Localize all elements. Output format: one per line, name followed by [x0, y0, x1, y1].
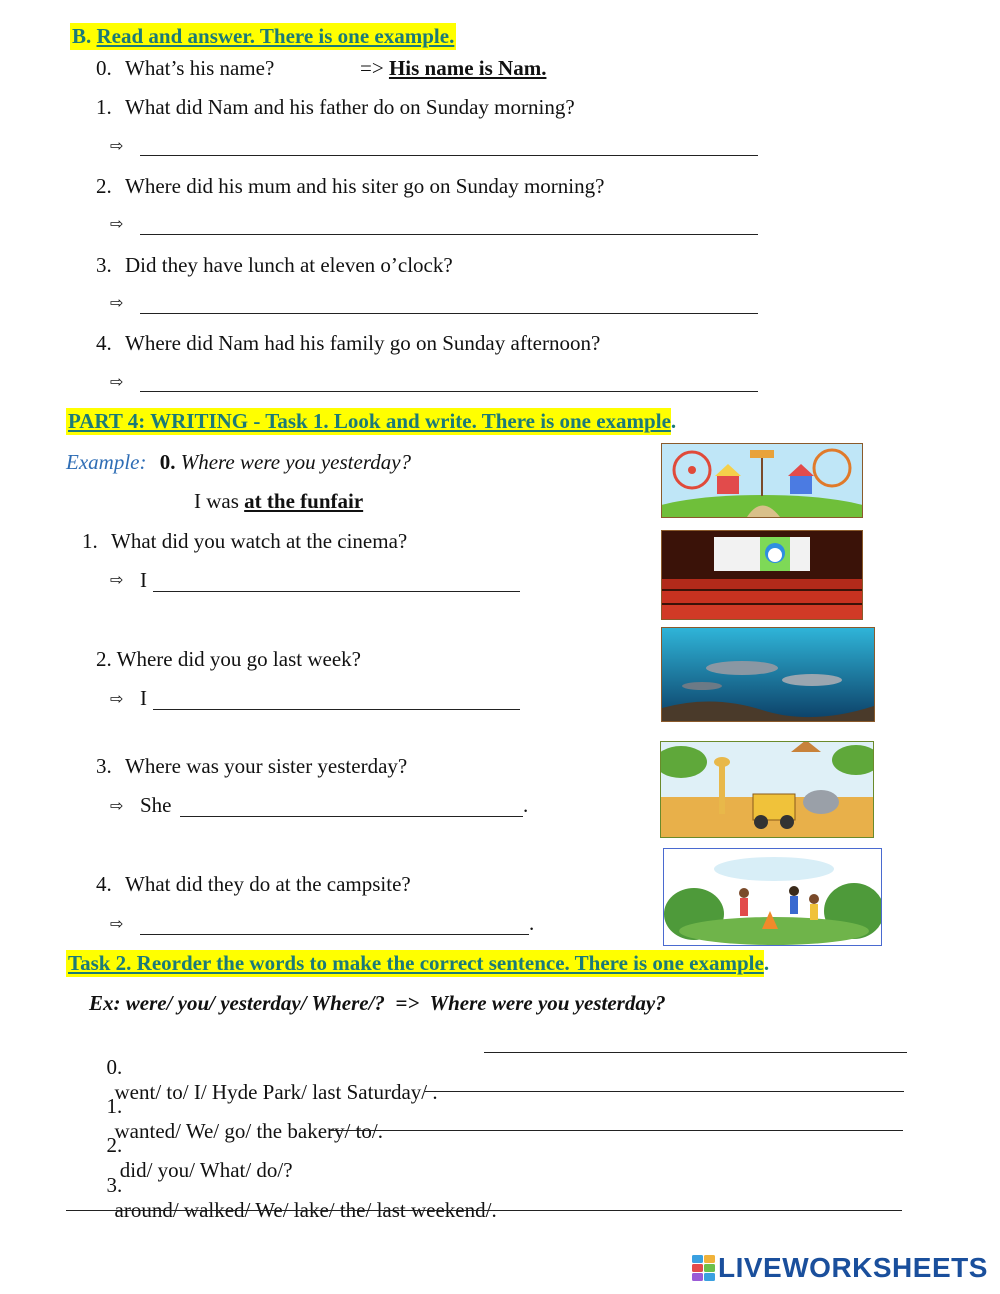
item-number: 2. — [106, 1133, 123, 1157]
campsite-picture — [663, 848, 882, 946]
writing-line-3[interactable] — [180, 816, 523, 817]
arrow-text: => — [360, 56, 384, 80]
answer-start: I — [140, 568, 147, 592]
item-number: 1. — [96, 95, 112, 119]
sentence-end: . — [523, 793, 529, 817]
section-b-title: Read and answer. There is one example. — [96, 24, 455, 48]
item-number: 3. — [106, 1173, 123, 1197]
writing-line-1[interactable] — [153, 591, 520, 592]
scrambled-words: wanted/ We/ go/ the bakery/ to/. — [114, 1119, 384, 1143]
item-number: 1. — [106, 1094, 123, 1118]
section-b-heading — [70, 24, 456, 49]
writing-question-2 — [96, 647, 361, 672]
writing-question-3 — [96, 754, 407, 779]
item-number: 0. — [96, 56, 112, 80]
part4-title: PART 4: WRITING - Task 1. Look and write. There is one example — [68, 409, 671, 433]
question-text: What did they do at the campsite? — [125, 872, 411, 896]
writing-line-4[interactable] — [140, 934, 529, 935]
example-answer — [360, 56, 546, 81]
liveworksheets-brand — [692, 1252, 988, 1284]
question-text: Where were you yesterday? — [180, 450, 412, 474]
question-text: Where did Nam had his family go on Sunday afternoon? — [125, 331, 601, 355]
scrambled-words: around/ walked/ We/ lake/ the/ last weekend/. — [114, 1198, 497, 1222]
part4-example — [66, 450, 411, 475]
task2-heading — [66, 951, 769, 976]
writing-line-2[interactable] — [153, 709, 520, 710]
answer-start: She — [140, 793, 172, 817]
aquarium-picture — [661, 627, 875, 722]
safari-picture — [660, 741, 874, 838]
question-text: What’s his name? — [125, 56, 275, 80]
cinema-picture — [661, 530, 863, 620]
scrambled-words: did/ you/ What/ do/? — [114, 1158, 293, 1182]
sentence-end: . — [529, 911, 535, 935]
item-number: 3. — [96, 253, 112, 277]
answer-prefix: I was — [194, 489, 239, 513]
scrambled-words: went/ to/ I/ Hyde Park/ last Saturday/ . — [114, 1080, 438, 1104]
task2-example: Ex: were/ you/ yesterday/ Where/? => Where were you yesterday? — [89, 991, 666, 1015]
item-number: 3. — [96, 754, 112, 778]
arrow-icon: ⇨ — [110, 570, 124, 589]
heading-period: . — [763, 951, 770, 975]
question-text: What did Nam and his father do on Sunday morning? — [125, 95, 575, 119]
answer-text: His name is Nam. — [388, 56, 547, 80]
question-2 — [96, 174, 604, 199]
answer-line-4[interactable] — [140, 391, 758, 392]
question-text: Where was your sister yesterday? — [125, 754, 408, 778]
arrow-icon: ⇨ — [110, 136, 124, 155]
arrow-icon: ⇨ — [110, 214, 124, 233]
item-number: 4. — [96, 872, 112, 896]
section-letter: B. — [72, 24, 92, 48]
part4-heading — [66, 409, 676, 434]
reorder-line-1[interactable] — [425, 1091, 904, 1092]
question-text: Where did his mum and his siter go on Sunday morning? — [125, 174, 605, 198]
question-4 — [96, 331, 600, 356]
question-3 — [96, 253, 453, 278]
item-number: 0. — [159, 450, 176, 474]
brand-text: LIVEWORKSHEETS — [718, 1252, 988, 1283]
liveworksheets-logo-icon — [692, 1255, 716, 1281]
answer-text: at the funfair — [244, 489, 364, 513]
item-number: 2. — [96, 647, 112, 671]
writing-question-4 — [96, 872, 411, 897]
question-text: Did they have lunch at eleven o’clock? — [125, 253, 453, 277]
writing-question-1 — [82, 529, 407, 554]
arrow-icon: ⇨ — [110, 914, 124, 933]
part4-example-answer — [194, 489, 363, 514]
heading-period: . — [670, 409, 677, 433]
reorder-line-2[interactable] — [330, 1130, 903, 1131]
question-text: Where did you go last week? — [116, 647, 361, 671]
item-number: 1. — [82, 529, 98, 553]
arrow-icon: ⇨ — [110, 689, 124, 708]
example-label: Example: — [66, 450, 147, 474]
answer-line-3[interactable] — [140, 313, 758, 314]
example-question — [96, 56, 274, 81]
item-number: 2. — [96, 174, 112, 198]
question-text: What did you watch at the cinema? — [111, 529, 408, 553]
reorder-line-3[interactable] — [66, 1210, 902, 1211]
reorder-line-0[interactable] — [484, 1052, 907, 1053]
reorder-item-3 — [96, 1148, 497, 1223]
arrow-icon: ⇨ — [110, 372, 124, 391]
item-number: 4. — [96, 331, 112, 355]
task2-title: Task 2. Reorder the words to make the correct sentence. There is one example — [68, 951, 764, 975]
item-number: 0. — [106, 1055, 123, 1079]
arrow-icon: ⇨ — [110, 796, 124, 815]
question-1 — [96, 95, 575, 120]
funfair-picture — [661, 443, 863, 518]
answer-line-2[interactable] — [140, 234, 758, 235]
arrow-icon: ⇨ — [110, 293, 124, 312]
answer-start: I — [140, 686, 147, 710]
answer-line-1[interactable] — [140, 155, 758, 156]
